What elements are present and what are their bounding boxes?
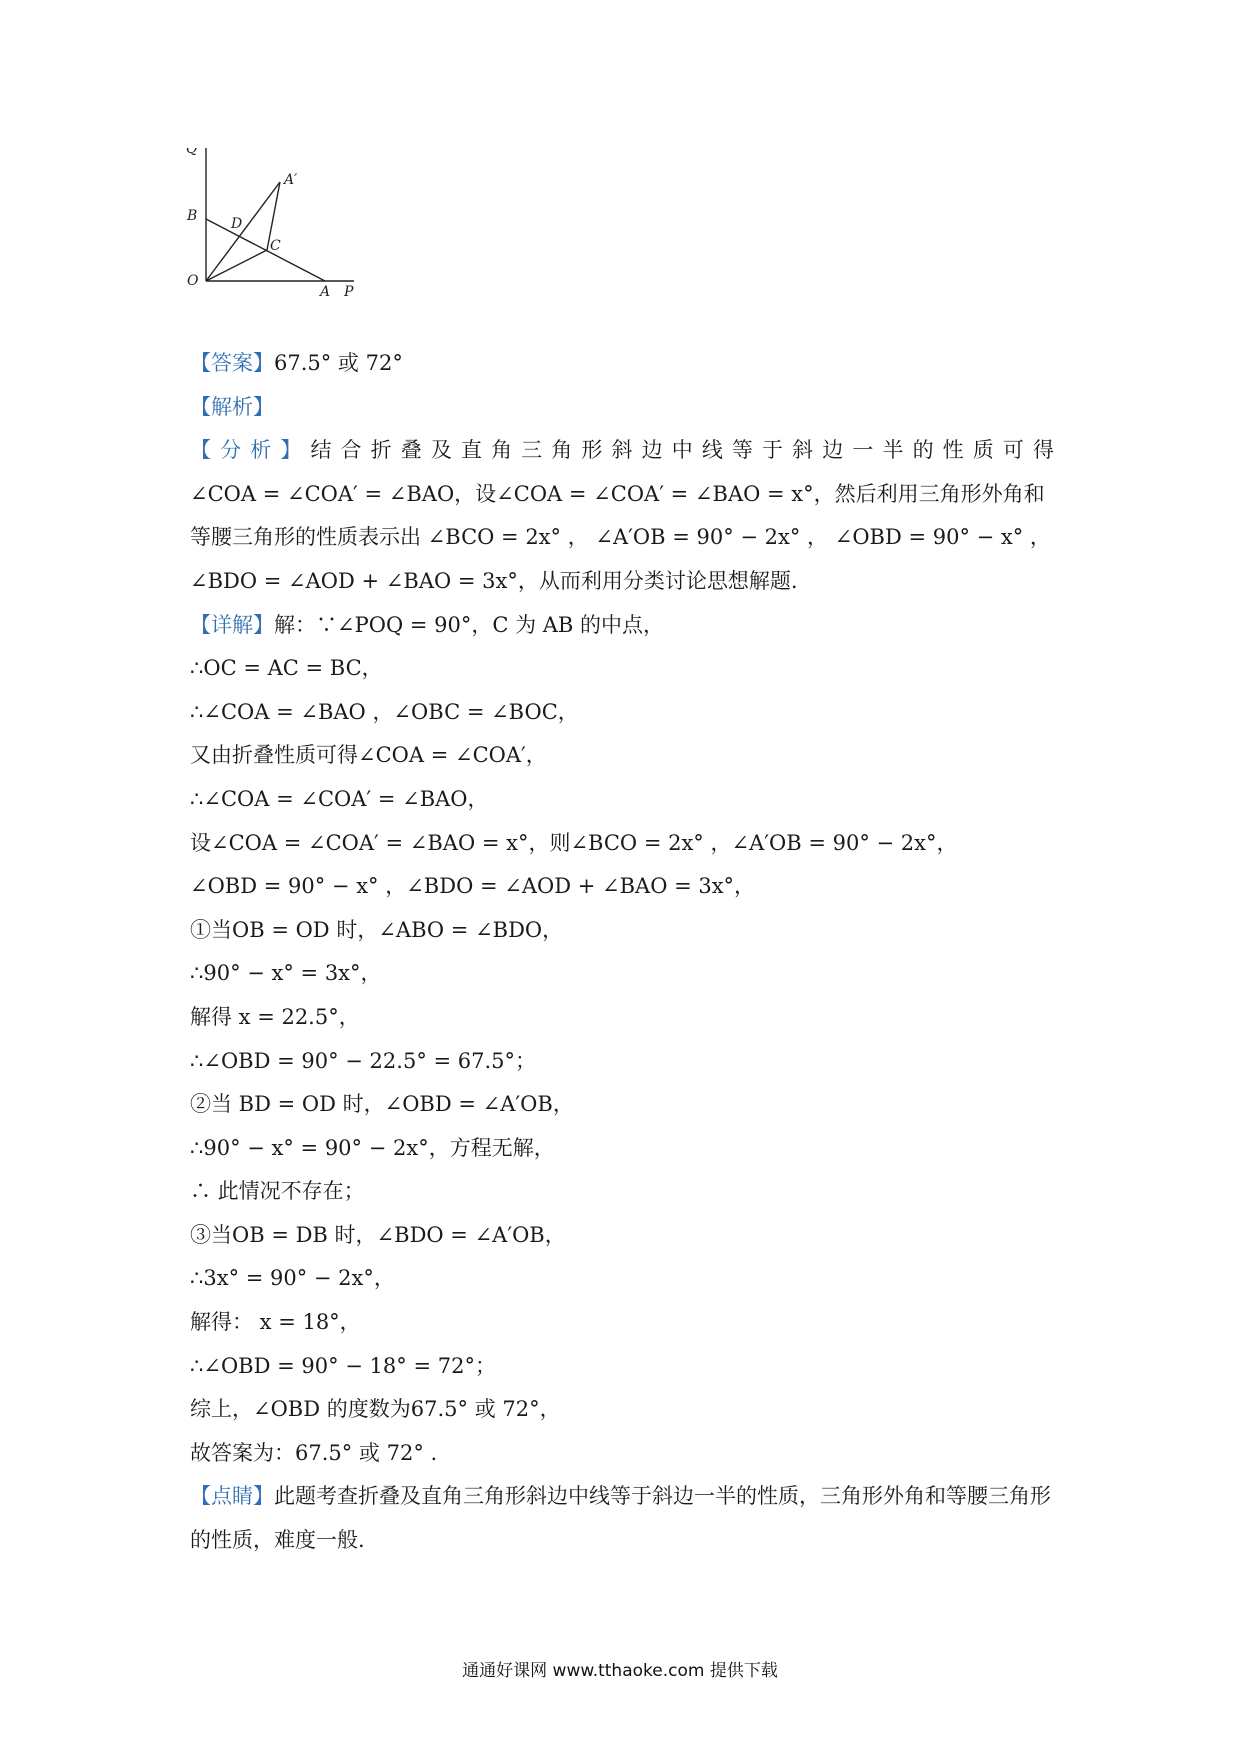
line-text: 故答案为：67.5° 或 72° .: [190, 1440, 438, 1465]
line-text: ∠COA = ∠COA′ = ∠BAO，设∠COA = ∠COA′ = ∠BAO = x°，然后利用三角形外角和: [190, 481, 1045, 506]
solution-line: [190, 1170, 1058, 1214]
solution-line: [190, 560, 1058, 604]
line-text: ∴∠OBD = 90° − 22.5° = 67.5°；: [190, 1048, 537, 1073]
figure-svg: [186, 148, 406, 338]
segment-OC: [206, 250, 267, 281]
solution-line: [190, 516, 1058, 560]
label-D: D: [231, 216, 243, 232]
line-text: ∴∠COA = ∠BAO ，∠OBC = ∠BOC，: [190, 699, 579, 724]
line-text: ∴ 此情况不存在；: [190, 1179, 365, 1204]
line-text: ∠BDO = ∠AOD + ∠BAO = 3x°，从而利用分类讨论思想解题.: [190, 568, 798, 593]
solution-text: [190, 342, 1058, 1563]
solution-line: [190, 1257, 1058, 1301]
answer-tag: 【答案】: [190, 351, 274, 375]
label-A: A: [320, 284, 331, 300]
label-A-prime: A′: [284, 172, 298, 188]
line-text: ∴90° − x° = 90° − 2x°，方程无解，: [190, 1135, 555, 1160]
solution-line: [190, 1214, 1058, 1258]
solution-line: [190, 1345, 1058, 1389]
line-text: 结合折叠及直角三角形斜边中线等于斜边一半的性质可得: [310, 438, 1059, 463]
solution-line: [190, 429, 1058, 473]
line-text: ②当 BD = OD 时，∠OBD = ∠A′OB，: [190, 1092, 574, 1117]
page-footer: 通通好课网 www.tthaoke.com 提供下载: [462, 1661, 778, 1681]
solution-line: [190, 1040, 1058, 1084]
line-text: 此题考查折叠及直角三角形斜边中线等于斜边一半的性质，三角形外角和等腰三角形的性质，难度一般.: [190, 1484, 1051, 1553]
solution-line: [190, 996, 1058, 1040]
line-text: 又由折叠性质可得∠COA = ∠COA′，: [190, 743, 547, 768]
label-C: C: [270, 238, 281, 254]
solution-line: [190, 1301, 1058, 1345]
line-tag: 【点睛】: [190, 1484, 274, 1509]
line-text: ∴∠OBD = 90° − 18° = 72°；: [190, 1353, 496, 1378]
solution-line: [190, 778, 1058, 822]
solution-line: [190, 1083, 1058, 1127]
solution-line: [190, 734, 1058, 778]
geometry-figure: [186, 148, 406, 338]
solution-line: [190, 1475, 1058, 1562]
solution-line: [190, 952, 1058, 996]
line-text: 解得 x = 22.5°，: [190, 1004, 360, 1029]
answer-text: 67.5° 或 72°: [274, 351, 403, 375]
line-text: ∴3x° = 90° − 2x°，: [190, 1266, 395, 1291]
line-tag: 【详解】: [190, 612, 274, 637]
line-text: ①当OB = OD 时，∠ABO = ∠BDO，: [190, 917, 564, 942]
line-text: ∴90° − x° = 3x°，: [190, 961, 382, 986]
solution-line: [190, 1127, 1058, 1171]
label-O: O: [187, 273, 199, 289]
solution-line: [190, 1388, 1058, 1432]
label-Q: Q: [186, 148, 198, 157]
label-P: P: [344, 284, 354, 300]
solution-line: [190, 865, 1058, 909]
solution-line: [190, 473, 1058, 517]
line-text: 解：∵∠POQ = 90°，C 为 AB 的中点，: [274, 612, 665, 637]
segment-OA-prime: [206, 182, 280, 281]
line-tag: 【分析】: [190, 438, 311, 463]
label-B: B: [187, 208, 198, 224]
line-text: 综上，∠OBD 的度数为67.5° 或 72°，: [190, 1397, 561, 1422]
solution-line: [190, 1432, 1058, 1476]
line-text: ③当OB = DB 时，∠BDO = ∠A′OB，: [190, 1222, 566, 1247]
solution-line: [190, 909, 1058, 953]
solution-line: [190, 604, 1058, 648]
line-text: 设∠COA = ∠COA′ = ∠BAO = x°，则∠BCO = 2x° ，∠A′OB = 90° − 2x°，: [190, 830, 958, 855]
line-text: 等腰三角形的性质表示出 ∠BCO = 2x° ， ∠A′OB = 90° − 2x° ， ∠OBD = 90° − x° ，: [190, 525, 1051, 550]
analysis-heading: [190, 386, 1058, 430]
line-text: ∴∠COA = ∠COA′ = ∠BAO，: [190, 786, 489, 811]
answer-line: [190, 342, 1058, 386]
solution-line: [190, 647, 1058, 691]
analysis-tag: 【解析】: [190, 394, 274, 419]
solution-line: [190, 822, 1058, 866]
line-text: ∴OC = AC = BC，: [190, 656, 383, 681]
line-text: ∠OBD = 90° − x° ，∠BDO = ∠AOD + ∠BAO = 3x°，: [190, 874, 756, 899]
solution-line: [190, 691, 1058, 735]
line-text: 解得： x = 18°，: [190, 1310, 361, 1335]
